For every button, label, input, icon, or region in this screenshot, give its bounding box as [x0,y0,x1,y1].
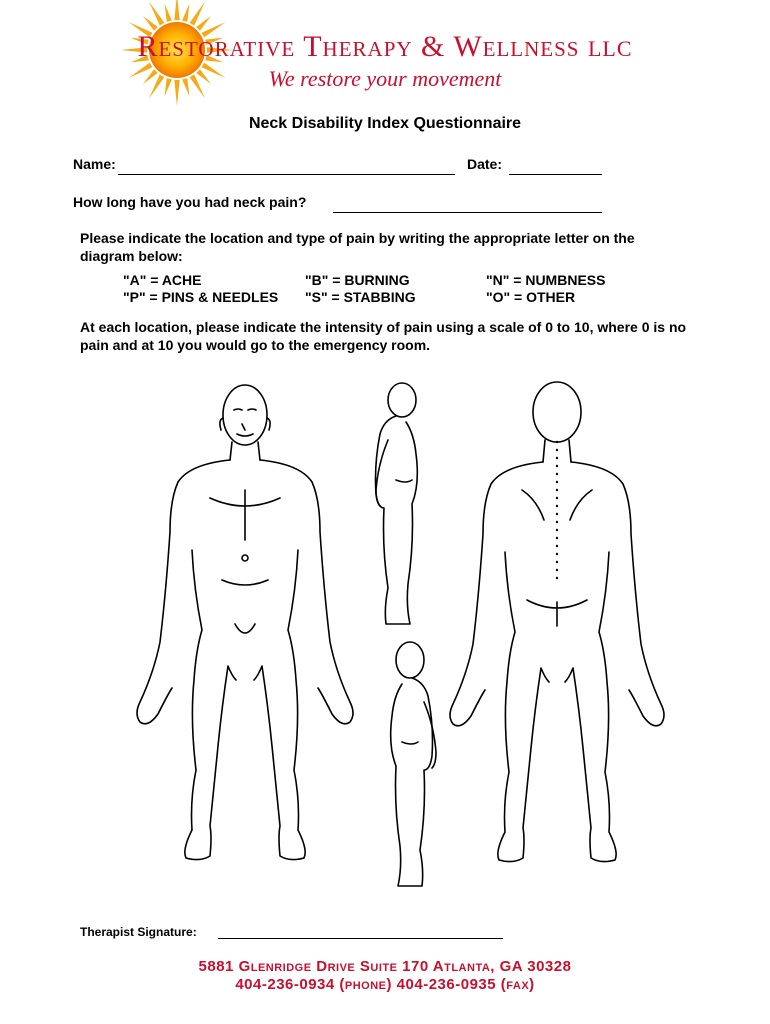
date-label: Date: [467,156,503,172]
company-tagline: We restore your movement [268,66,502,91]
therapist-signature-field[interactable] [218,926,503,939]
neck-pain-duration-label: How long have you had neck pain? [73,194,307,210]
name-field[interactable] [118,160,455,175]
instruction-location: Please indicate the location and type of pain by writing the appropriate letter on the diagram below: [80,230,635,264]
legend-numbness: "N" = NUMBNESS [486,272,606,288]
company-name: Restorative Therapy & Wellness LLC [137,30,633,63]
form-title: Neck Disability Index Questionnaire [248,115,522,132]
body-front-view[interactable] [130,380,360,890]
body-side-view-left[interactable] [368,638,448,888]
neck-pain-duration-field[interactable] [333,198,602,213]
therapist-signature-label: Therapist Signature: [80,925,197,939]
footer-phones: 404-236-0934 (phone) 404-236-0935 (fax) [235,976,535,993]
name-label: Name: [73,156,116,172]
instruction-intensity: At each location, please indicate the intensity of pain using a scale of 0 to 10, where 0 is no pain and at 10 you would go to the emergency room. [80,319,687,353]
spine-marks-icon [556,441,558,579]
footer-address: 5881 Glenridge Drive Suite 170 Atlanta, GA 30328 [198,958,572,975]
body-side-view-right[interactable] [366,380,446,630]
legend-pins-needles: "P" = PINS & NEEDLES [123,289,279,305]
legend-other: "O" = OTHER [486,289,576,305]
legend-ache: "A" = ACHE [123,272,202,288]
legend-stabbing: "S" = STABBING [305,289,416,305]
body-back-view[interactable] [447,380,667,890]
legend-burning: "B" = BURNING [305,272,410,288]
date-field[interactable] [509,160,602,175]
